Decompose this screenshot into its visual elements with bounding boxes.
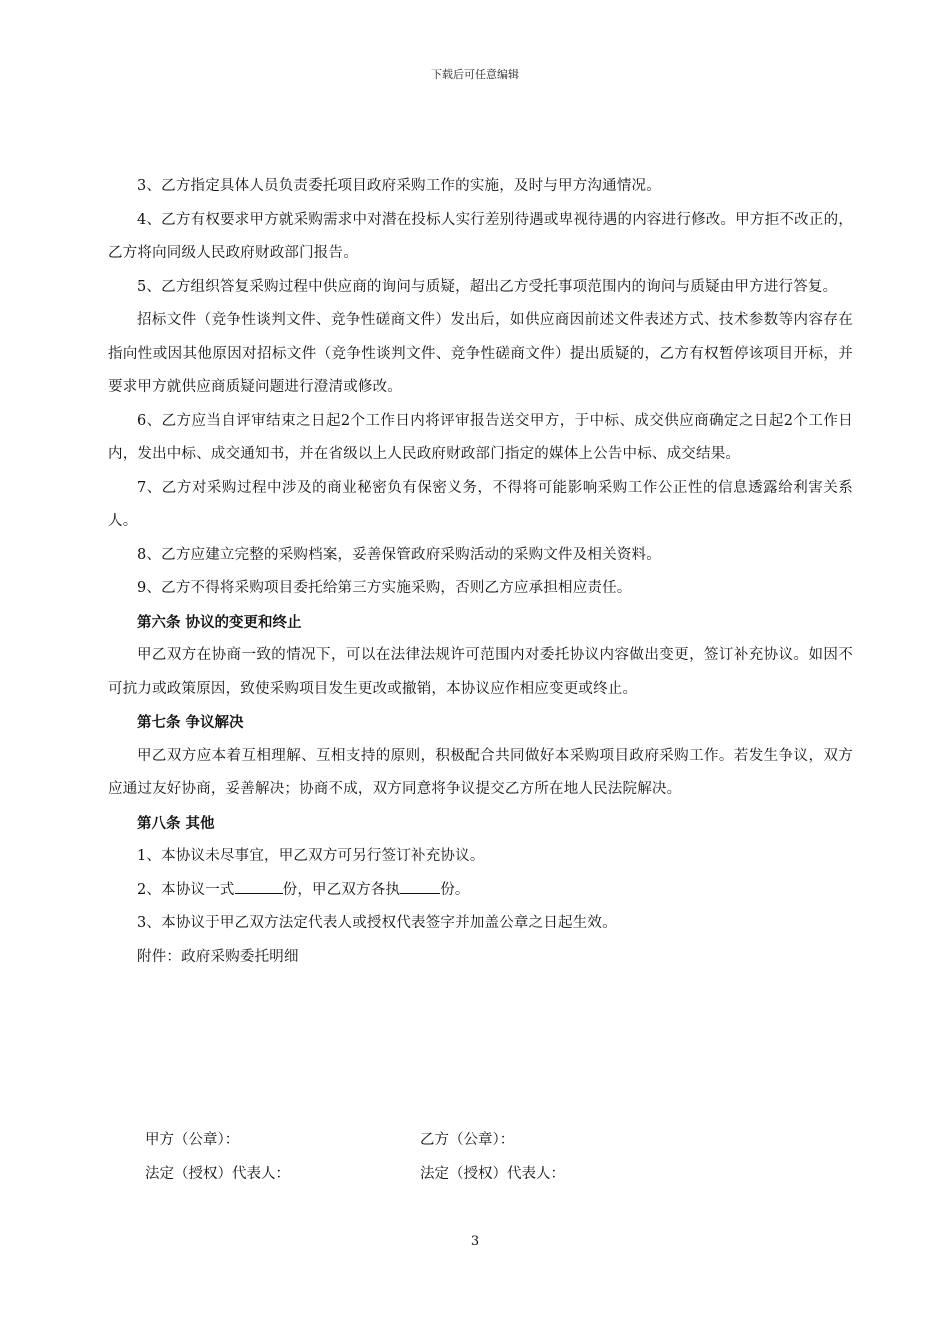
item-2-text-a: 2、本协议一式: [137, 881, 235, 898]
document-body: [108, 170, 853, 974]
article-8-item-3: 3、本协议于甲乙双方法定代表人或授权代表签字并加盖公章之日起生效。: [137, 915, 617, 931]
article-6-body: 甲乙双方在协商一致的情况下，可以在法律法规许可范围内对委托协议内容做出变更，签订补充协议。如因不可抗力或政策原因，致使采购项目发生更改或撤销，本协议应作相应变更或终止。: [108, 647, 853, 697]
article-6-title: 第六条 协议的变更和终止: [137, 613, 302, 631]
paragraph-item-3: 3、乙方指定具体人员负责委托项目政府采购工作的实施，及时与甲方沟通情况。: [137, 178, 661, 194]
article-7-body: 甲乙双方应本着互相理解、互相支持的原则，积极配合共同做好本采购项目政府采购工作。若发生争议，双方应通过友好协商，妥善解决；协商不成，双方同意将争议提交乙方所在地人民法院解决。: [108, 747, 853, 797]
paragraph-item-7: 7、乙方对采购过程中涉及的商业秘密负有保密义务，不得将可能影响采购工作公正性的信息透露给利害关系人。: [108, 479, 853, 529]
party-a-seal-label: 甲方（公章）：: [145, 1132, 240, 1148]
page-header-note: 下载后可任意编辑: [431, 68, 519, 81]
attachment-line: 附件：政府采购委托明细: [137, 948, 299, 965]
paragraph-item-9: 9、乙方不得将采购项目委托给第三方实施采购，否则乙方应承担相应责任。: [137, 580, 632, 596]
article-8-item-2: [108, 874, 853, 908]
signature-block: [108, 1128, 853, 1196]
paragraph-item-8: 8、乙方应建立完整的采购档案，妥善保管政府采购活动的采购文件及相关资料。: [137, 546, 661, 563]
copies-total-blank: [235, 879, 283, 894]
article-7-title: 第七条 争议解决: [137, 714, 244, 731]
paragraph-item-4: 4、乙方有权要求甲方就采购需求中对潜在投标人实行差别待遇或卑视待遇的内容进行修改。甲方拒不改正的，乙方将向同级人民政府财政部门报告。: [108, 211, 853, 261]
party-b-rep-label: 法定（授权）代表人：: [420, 1166, 565, 1182]
paragraph-tender-documents: 招标文件（竞争性谈判文件、竞争性磋商文件）发出后，如供应商因前述文件表述方式、技术参数等内容存在指向性或因其他原因对招标文件（竞争性谈判文件、竞争性磋商文件）提出质疑的，乙方有权暂停该项目开标，并要求甲方就供应商质疑问题进行澄清或修改。: [108, 312, 853, 395]
seal-row: [108, 1128, 853, 1162]
article-8-title: 第八条 其他: [137, 814, 215, 832]
page-number: 3: [470, 1234, 480, 1249]
copies-each-blank: [400, 879, 440, 894]
item-2-text-b: 份，甲乙双方各执: [282, 881, 401, 898]
article-8-item-1: 1、本协议未尽事宜，甲乙双方可另行签订补充协议。: [137, 848, 485, 864]
paragraph-item-6: 6、乙方应当自评审结束之日起2个工作日内将评审报告送交甲方，于中标、成交供应商确定之日起2个工作日内，发出中标、成交通知书，并在省级以上人民政府财政部门指定的媒体上公告中标、成交结果。: [108, 412, 853, 462]
representative-row: [108, 1162, 853, 1196]
item-2-text-c: 份。: [440, 881, 470, 898]
party-b-seal-label: 乙方（公章）：: [420, 1132, 515, 1148]
paragraph-item-5: 5、乙方组织答复采购过程中供应商的询问与质疑，超出乙方受托事项范围内的询问与质疑由甲方进行答复。: [137, 278, 838, 295]
party-a-rep-label: 法定（授权）代表人：: [145, 1166, 290, 1182]
